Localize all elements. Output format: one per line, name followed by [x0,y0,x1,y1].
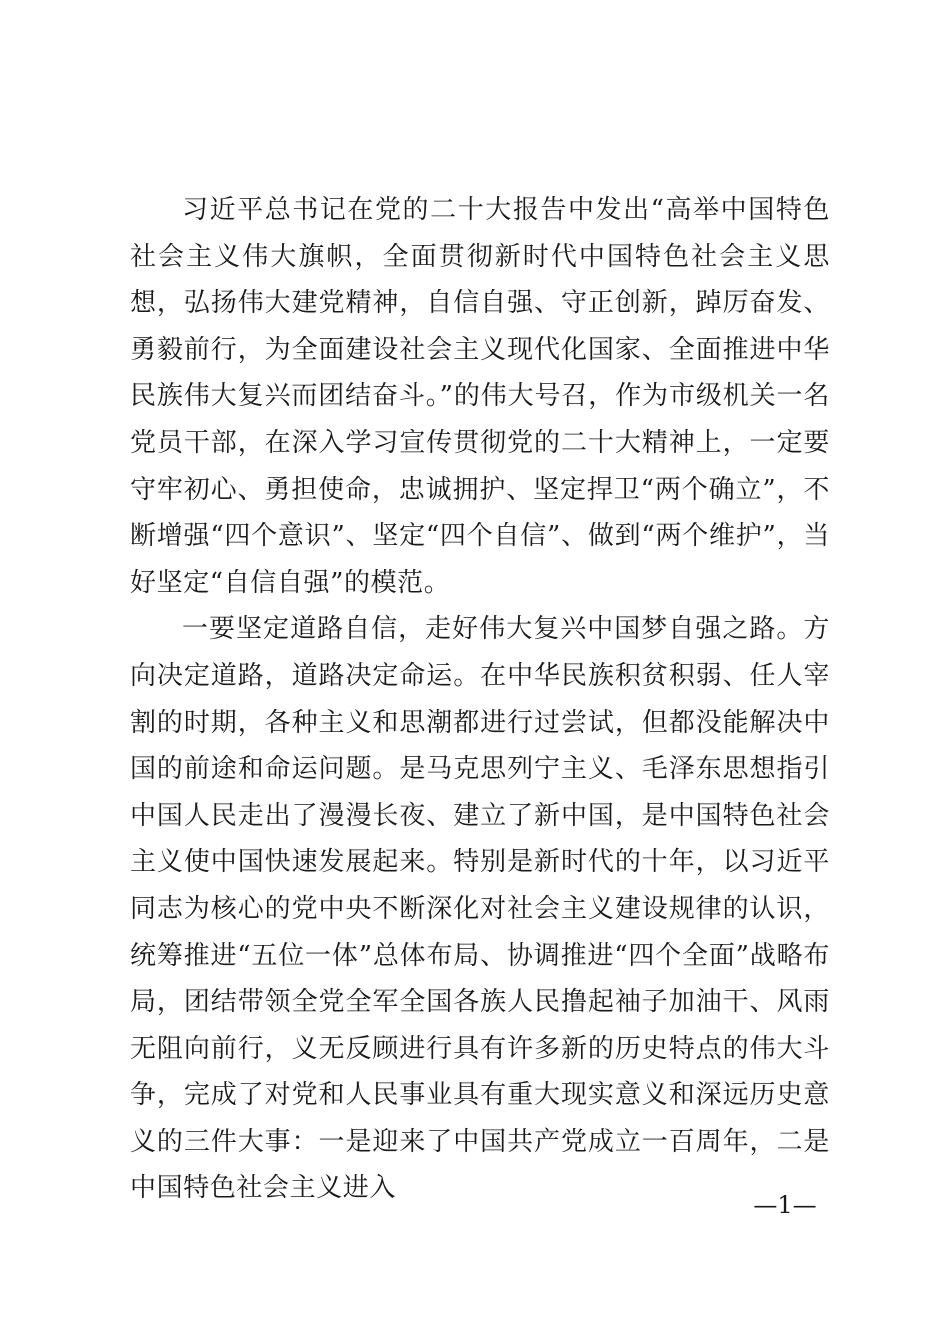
paragraph-road-confidence: 一要坚定道路自信，走好伟大复兴中国梦自强之路。方向决定道路，道路决定命运。在中华民族积贫积弱、任人宰割的时期，各种主义和思潮都进行过尝试，但都没能解决中国的前途和命运问题。是马克思列宁主义、毛泽东思想指引中国人民走出了漫漫长夜、建立了新中国，是中国特色社会主义使中国快速发展起来。特别是新时代的十年，以习近平同志为核心的党中央不断深化对社会主义建设规律的认识，统筹推进“五位一体”总体布局、协调推进“四个全面”战略布局，团结带领全党全军全国各族人民撸起袖子加油干、风雨无阻向前行，义无反顾进行具有许多新的历史特点的伟大斗争，完成了对党和人民事业具有重大现实意义和深远历史意义的三件大事：一是迎来了中国共产党成立一百周年，二是中国特色社会主义进入 [130,614,830,1204]
body-text [130,187,830,1212]
page-number: —1— [753,1191,817,1219]
paragraph-intro: 习近平总书记在党的二十大报告中发出“高举中国特色社会主义伟大旗帜，全面贯彻新时代中国特色社会主义思想，弘扬伟大建党精神，自信自强、守正创新，踔厉奋发、勇毅前行，为全面建设社会主义现代化国家、全面推进中华民族伟大复兴而团结奋斗。”的伟大号召，作为市级机关一名党员干部，在深入学习宣传贯彻党的二十大精神上，一定要守牢初心、勇担使命，忠诚拥护、坚定捍卫“两个确立”，不断增强“四个意识”、坚定“四个自信”、做到“两个维护”，当好坚定“自信自强”的模范。 [130,195,830,598]
